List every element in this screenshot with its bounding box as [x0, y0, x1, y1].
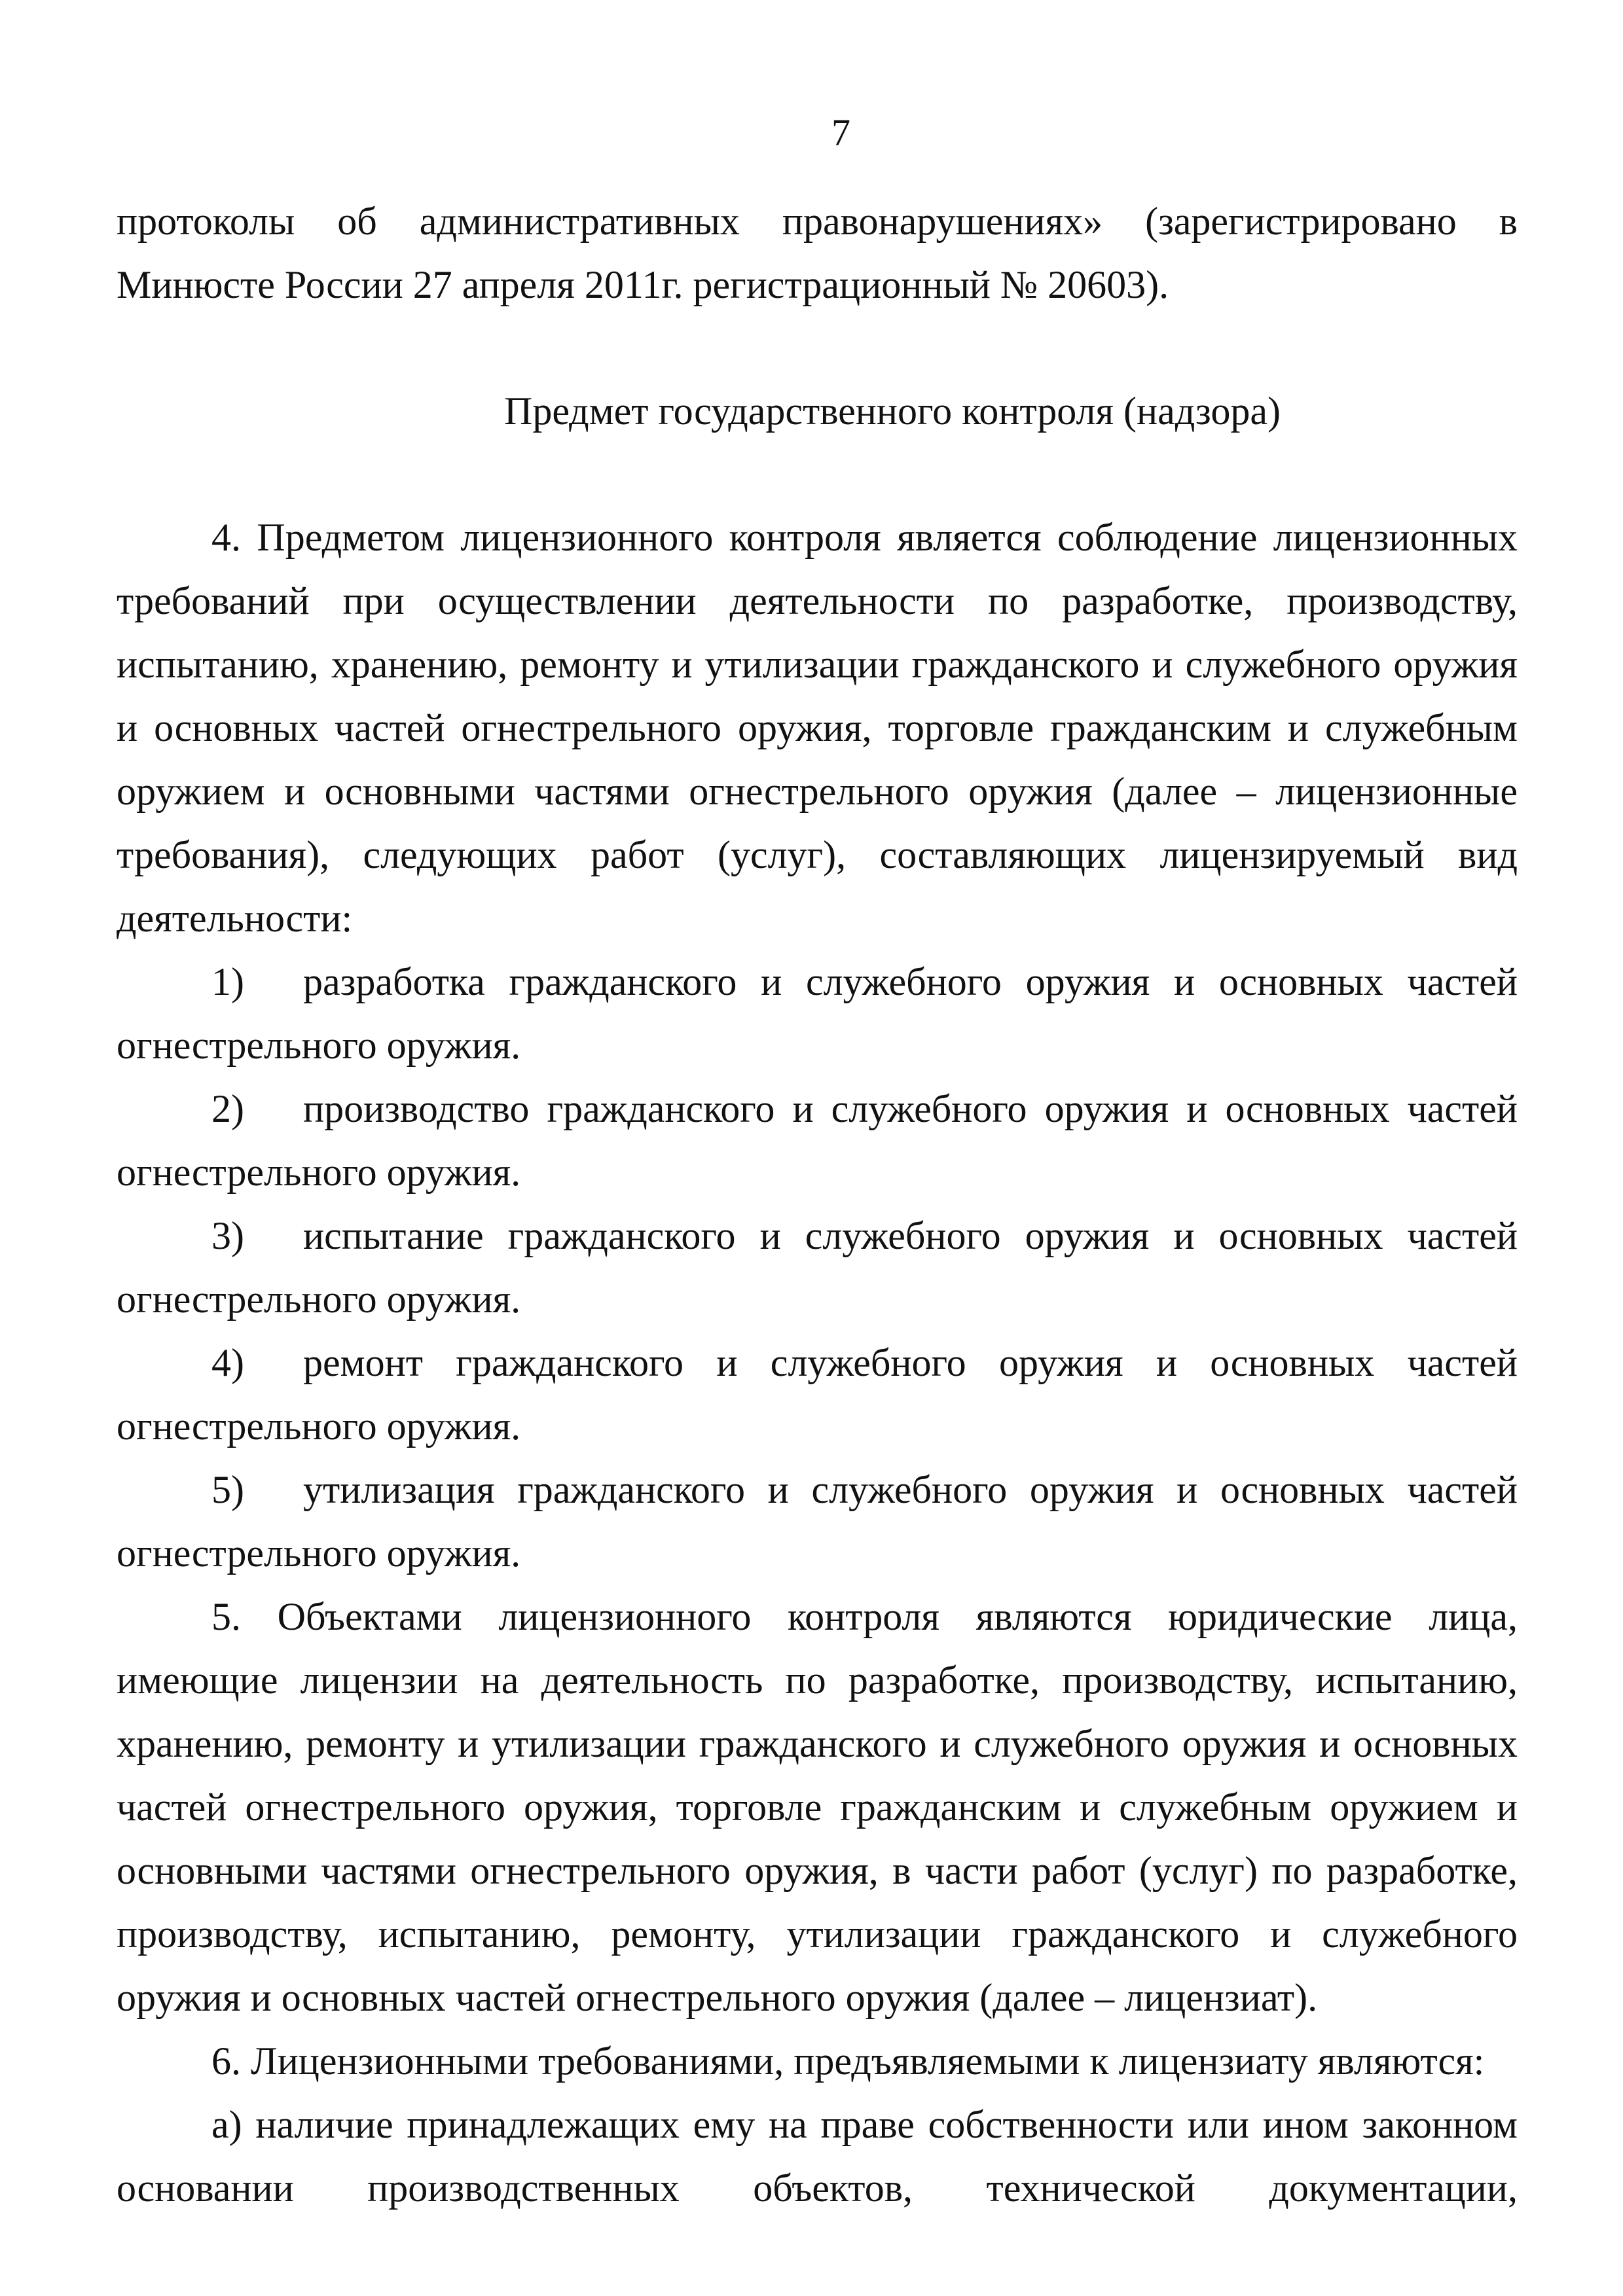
paragraph-6a: а) наличие принадлежащих ему на праве собственности или ином законном основании производственных объектов, технической документации, [117, 2103, 1518, 2210]
list-item [117, 1331, 1518, 1458]
paragraph-5: 5. Объектами лицензионного контроля являются юридические лица, имеющие лицензии на деятельность по разработке, производству, испытанию, хранению, ремонту и утилизации гражданского и служебного оружия и основных частей огнестрельного оружия, торговле гражданским и служебным оружием и основными частями огнестрельного оружия, в части работ (услуг) по разработке, производству, испытанию, ремонту, утилизации гражданского и служебного оружия и основных частей огнестрельного оружия (далее – лицензиат). [117, 1595, 1518, 2019]
list-item-number: 1) [211, 960, 244, 1003]
list-item [117, 1458, 1518, 1585]
section-heading: Предмет государственного контроля (надзора) [504, 389, 1281, 433]
list-item-text: разработка гражданского и служебного оружия и основных частей огнестрельного оружия. [117, 960, 1518, 1067]
paragraph-4: 4. Предметом лицензионного контроля является соблюдение лицензионных требований при осуществлении деятельности по разработке, производству, испытанию, хранению, ремонту и утилизации гражданского и служебного оружия и основных частей огнестрельного оружия, торговле гражданским и служебным оружием и основными частями огнестрельного оружия (далее – лицензионные требования), следующих работ (услуг), составляющих лицензируемый вид деятельности: [117, 516, 1518, 940]
document-body [117, 190, 1518, 2220]
list-item [117, 950, 1518, 1077]
list-item-text: утилизация гражданского и служебного оружия и основных частей огнестрельного оружия. [117, 1468, 1518, 1575]
list-item-number: 4) [211, 1341, 244, 1384]
list-item-number: 3) [211, 1214, 244, 1257]
page-number: 7 [831, 111, 850, 154]
intro-paragraph: протоколы об административных правонарушениях» (зарегистрировано в Минюсте России 27 апреля 2011г. регистрационный № 20603). [117, 200, 1518, 306]
list-item [117, 1204, 1518, 1331]
list-item [117, 1077, 1518, 1204]
list-item-text: производство гражданского и служебного оружия и основных частей огнестрельного оружия. [117, 1087, 1518, 1194]
list-item-number: 2) [211, 1087, 244, 1130]
list-item-text: испытание гражданского и служебного оружия и основных частей огнестрельного оружия. [117, 1214, 1518, 1321]
list-item-number: 5) [211, 1468, 244, 1511]
list-item-text: ремонт гражданского и служебного оружия и основных частей огнестрельного оружия. [117, 1341, 1518, 1448]
paragraph-6: 6. Лицензионными требованиями, предъявляемыми к лицензиату являются: [211, 2039, 1485, 2083]
